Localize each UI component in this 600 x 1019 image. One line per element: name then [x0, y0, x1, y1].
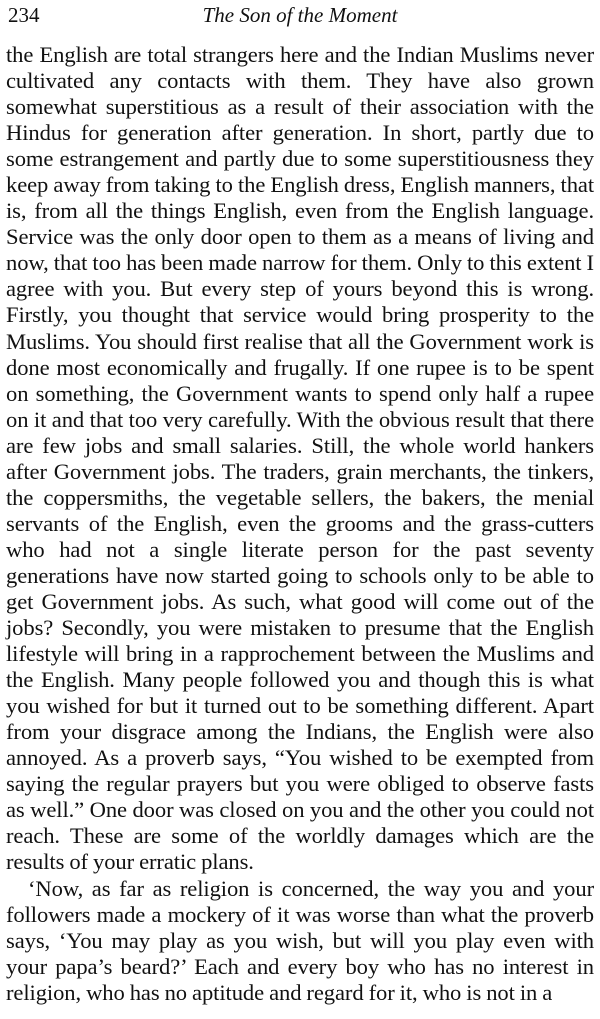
body-text	[6, 42, 594, 1006]
paragraph: the English are total strangers here and the Indian Muslims never cultivated any contacts with them. They have also grown somewhat superstitious as a result of their association with the Hindus for generation after generation. In short, partly due to some estrangement and partly due to some superstitiousness they keep away from taking to the English dress, English manners, that is, from all the things English, even from the English language. Service was the only door open to them as a means of living and now, that too has been made narrow for them. Only to this extent I agree with you. But every step of yours beyond this is wrong. Firstly, you thought that service would bring prosperity to the Muslims. You should first realise that all the Government work is done most economically and frugally. If one rupee is to be spent on something, the Government wants to spend only half a rupee on it and that too very carefully. With the obvious result that there are few jobs and small salaries. Still, the whole world hankers after Government jobs. The traders, grain merchants, the tinkers, the coppersmiths, the vegetable sellers, the bakers, the menial servants of the English, even the grooms and the grass-cutters who had not a single literate person for the past seventy generations have now started going to schools only to be able to get Government jobs. As such, what good will come out of the jobs? Secondly, you were mistaken to presume that the English lifestyle will bring in a rapprochement between the Muslims and the English. Many people followed you and though this is what you wished for but it turned out to be something different. Apart from your disgrace among the Indians, the English were also annoyed. As a proverb says, “You wished to be exempted from saying the regular prayers but you were obliged to observe fasts as well.” One door was closed on you and the other you could not reach. These are some of the worldly damages which are the results of your erratic plans.	[6, 42, 594, 875]
paragraph: ‘Now, as far as religion is concerned, the way you and your followers made a mockery of it was worse than what the proverb says, ‘You may play as you wish, but will you play even with your papa’s beard?’ Each and every boy who has no interest in religion, who has no aptitude and regard for it, who is not in a	[6, 875, 594, 1005]
page-header	[6, 0, 594, 30]
running-title: The Son of the Moment	[202, 3, 398, 27]
page-number: 234	[8, 3, 40, 27]
